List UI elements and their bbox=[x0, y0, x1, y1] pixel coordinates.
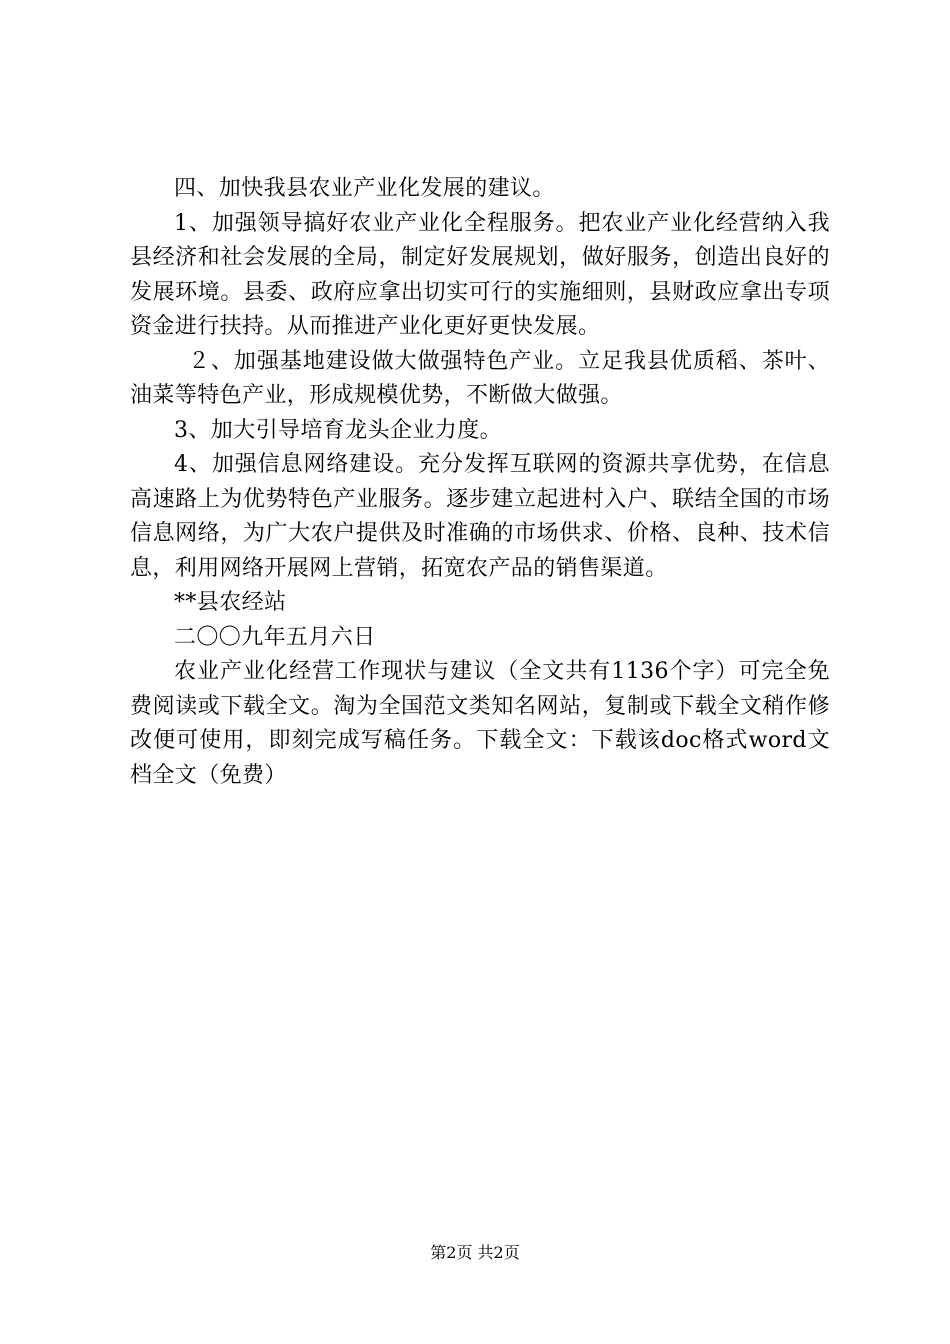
suggestion-paragraph-1: 1、加强领导搞好农业产业化全程服务。把农业产业化经营纳入我县经济和社会发展的全局，制定好发展规划，做好服务，创造出良好的发展环境。县委、政府应拿出切实可行的实施细则，县财政应拿出专项资金进行扶持。从而推进产业化更好更快发展。 bbox=[130, 210, 830, 339]
download-notice: 农业产业化经营工作现状与建议（全文共有1136个字）可完全免费阅读或下载全文。淘为全国范文类知名网站，复制或下载全文稍作修改便可使用，即刻完成写稿任务。下载全文：下载该doc格式word文档全文（免费） bbox=[130, 659, 830, 788]
author-line: **县农经站 bbox=[174, 590, 287, 615]
document-body bbox=[130, 172, 830, 793]
page-number-footer: 第2页 共2页 bbox=[430, 1243, 520, 1262]
section-heading: 四、加快我县农业产业化发展的建议。 bbox=[174, 176, 555, 201]
suggestion-paragraph-2: ２、加强基地建设做大做强特色产业。立足我县优质稻、茶叶、油菜等特色产业，形成规模优势，不断做大做强。 bbox=[130, 348, 830, 408]
date-line: 二〇〇九年五月六日 bbox=[174, 624, 376, 650]
suggestion-paragraph-3: 3、加大引导培育龙头企业力度。 bbox=[174, 417, 502, 443]
suggestion-paragraph-4: 4、加强信息网络建设。充分发挥互联网的资源共享优势，在信息高速路上为优势特色产业服务。逐步建立起进村入户、联结全国的市场信息网络，为广大农户提供及时准确的市场供求、价格、良种、技术信息，利用网络开展网上营销，拓宽农产品的销售渠道。 bbox=[130, 452, 830, 581]
